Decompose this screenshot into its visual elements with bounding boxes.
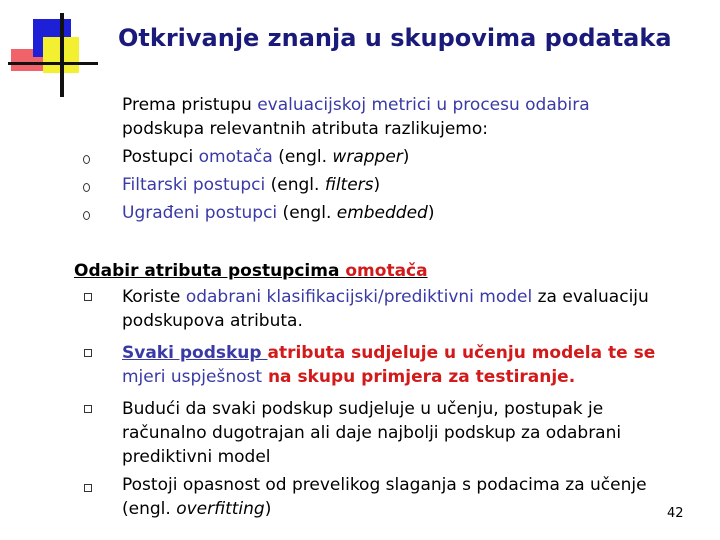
circle-bullet-icon <box>83 211 90 220</box>
square-bullet-icon <box>84 349 92 357</box>
intro-line-1 <box>122 93 590 117</box>
square-bullet-icon <box>84 293 92 301</box>
bullet-1-line-1: Koriste odabrani klasifikacijski/prediktivni model za evaluaciju <box>122 287 649 307</box>
circle-bullet-icon <box>83 183 90 192</box>
bullet-2-line-1: Svaki podskup atributa sudjeluje u učenju modela te se <box>122 343 656 363</box>
slide-title: Otkrivanje znanja u skupovima podataka <box>118 24 672 52</box>
logo-line-vertical <box>60 13 64 97</box>
logo-line-horizontal <box>8 62 98 65</box>
bullet-4-line-2: (engl. overfitting) <box>122 499 272 519</box>
bullet-3-line-1: Budući da svaki podskup sudjeluje u učenju, postupak je <box>122 399 604 419</box>
intro-text: Prema pristupu <box>122 95 258 115</box>
square-bullet-icon <box>84 484 92 492</box>
intro-highlight: evaluacijskoj metrici u procesu odabira <box>257 95 590 115</box>
bullet-1-line-2: podskupova atributa. <box>122 311 303 331</box>
intro-item-filters: Filtarski postupci (engl. filters) <box>122 175 381 195</box>
circle-bullet-icon <box>83 155 90 164</box>
intro-item-wrapper: Postupci omotača (engl. wrapper) <box>122 147 410 167</box>
bullet-4-line-1: Postoji opasnost od prevelikog slaganja s podacima za učenje <box>122 475 647 495</box>
page-number: 42 <box>667 506 684 521</box>
square-bullet-icon <box>84 405 92 413</box>
bullet-3-line-3: prediktivni model <box>122 447 271 467</box>
intro-item-embedded: Ugrađeni postupci (engl. embedded) <box>122 203 435 223</box>
section-heading: Odabir atributa postupcima omotača <box>74 261 428 281</box>
intro-line-2: podskupa relevantnih atributa razlikujemo: <box>122 119 488 139</box>
bullet-2-line-2: mjeri uspješnost na skupu primjera za testiranje. <box>122 367 576 387</box>
bullet-3-line-2: računalno dugotrajan ali daje najbolji podskup za odabrani <box>122 423 622 443</box>
